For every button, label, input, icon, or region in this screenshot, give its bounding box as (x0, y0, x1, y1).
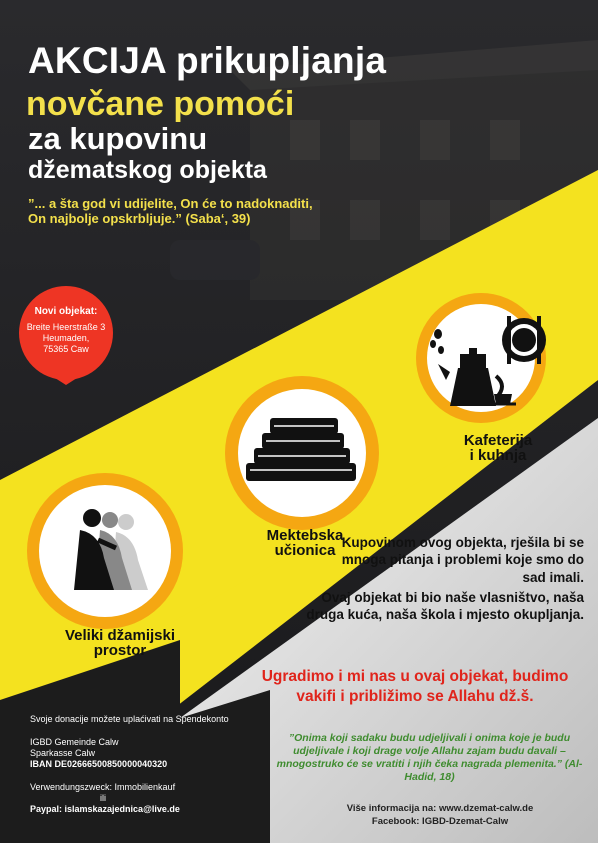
label-line: Veliki džamijski (64, 627, 176, 644)
paypal: Paypal: islamskazajednica@live.de (30, 804, 180, 814)
or-separator: ili (100, 792, 106, 803)
call-to-action: Ugradimo i mi nas u ovaj objekat, budimo vakifi i približimo se Allahu dž.š. (261, 668, 569, 706)
paragraph-2: Ovaj objekat bi bio naše vlasništvo, naša druga kuća, naša škola i mjesto okupljanja. (306, 590, 584, 623)
label-line: prostor (93, 642, 147, 659)
mektebska-circle (225, 376, 379, 530)
more-info (320, 802, 560, 829)
veliki-label (45, 628, 195, 658)
label-line: Kafeterija (463, 432, 533, 449)
paragraph-1: Kupovinom ovog objekta, rješila bi se mnoga pitanja i problemi koje smo do sad imali. (341, 535, 584, 585)
plate-cutlery-icon (502, 316, 546, 364)
pin-address (20, 322, 112, 354)
hadith-quote: ”Onima koji sadaku budu udjeljivali i onima koje je budu udjeljivale i koji drage volje Allahu zajam budu davali – mnogostruko će se vratiti i njih čeka nagrada plemenita.” (Al-Hadid, 18) (276, 732, 583, 784)
donation-info (30, 714, 260, 815)
label-line: i kuhnja (469, 447, 527, 464)
kafeterija-circle (416, 293, 546, 423)
label-line: učionica (274, 542, 336, 559)
purpose: Verwendungszweck: Immobilienkauf (30, 781, 176, 792)
label-line: Mektebska (266, 527, 344, 544)
pin-title: Novi objekat: (34, 306, 98, 317)
title-line-1: AKCIJA prikupljanja (28, 40, 387, 81)
pin-address-line: Breite Heerstraße 3 (26, 322, 106, 332)
quran-quote: ”... a šta god vi udijelite, On će to nadoknaditi, On najbolje opskrbljuje.” (Saba‘, 39) (28, 196, 313, 227)
website-link[interactable]: Više informacija na: www.dzemat-calw.de (346, 803, 534, 814)
title-line-4: džematskog objekta (28, 156, 267, 184)
iban: IBAN DE02666500850000040320 (30, 759, 168, 769)
veliki-circle (27, 473, 183, 629)
pin-address-line: 75365 Caw (43, 343, 89, 354)
title-line-2: novčane pomoći (26, 85, 295, 123)
bank: Sparkasse Calw (30, 747, 96, 758)
donation-intro: Svoje donacije možete uplaćivati na Spendekonto (30, 714, 229, 724)
facebook-link[interactable]: Facebook: IGBD-Dzemat-Calw (371, 816, 509, 828)
bank-name: IGBD Gemeinde Calw (30, 736, 119, 747)
kafeterija-label (438, 433, 558, 463)
title-line-3: za kupovinu (28, 121, 208, 156)
pin-address-line: Heumaden, (42, 332, 90, 343)
